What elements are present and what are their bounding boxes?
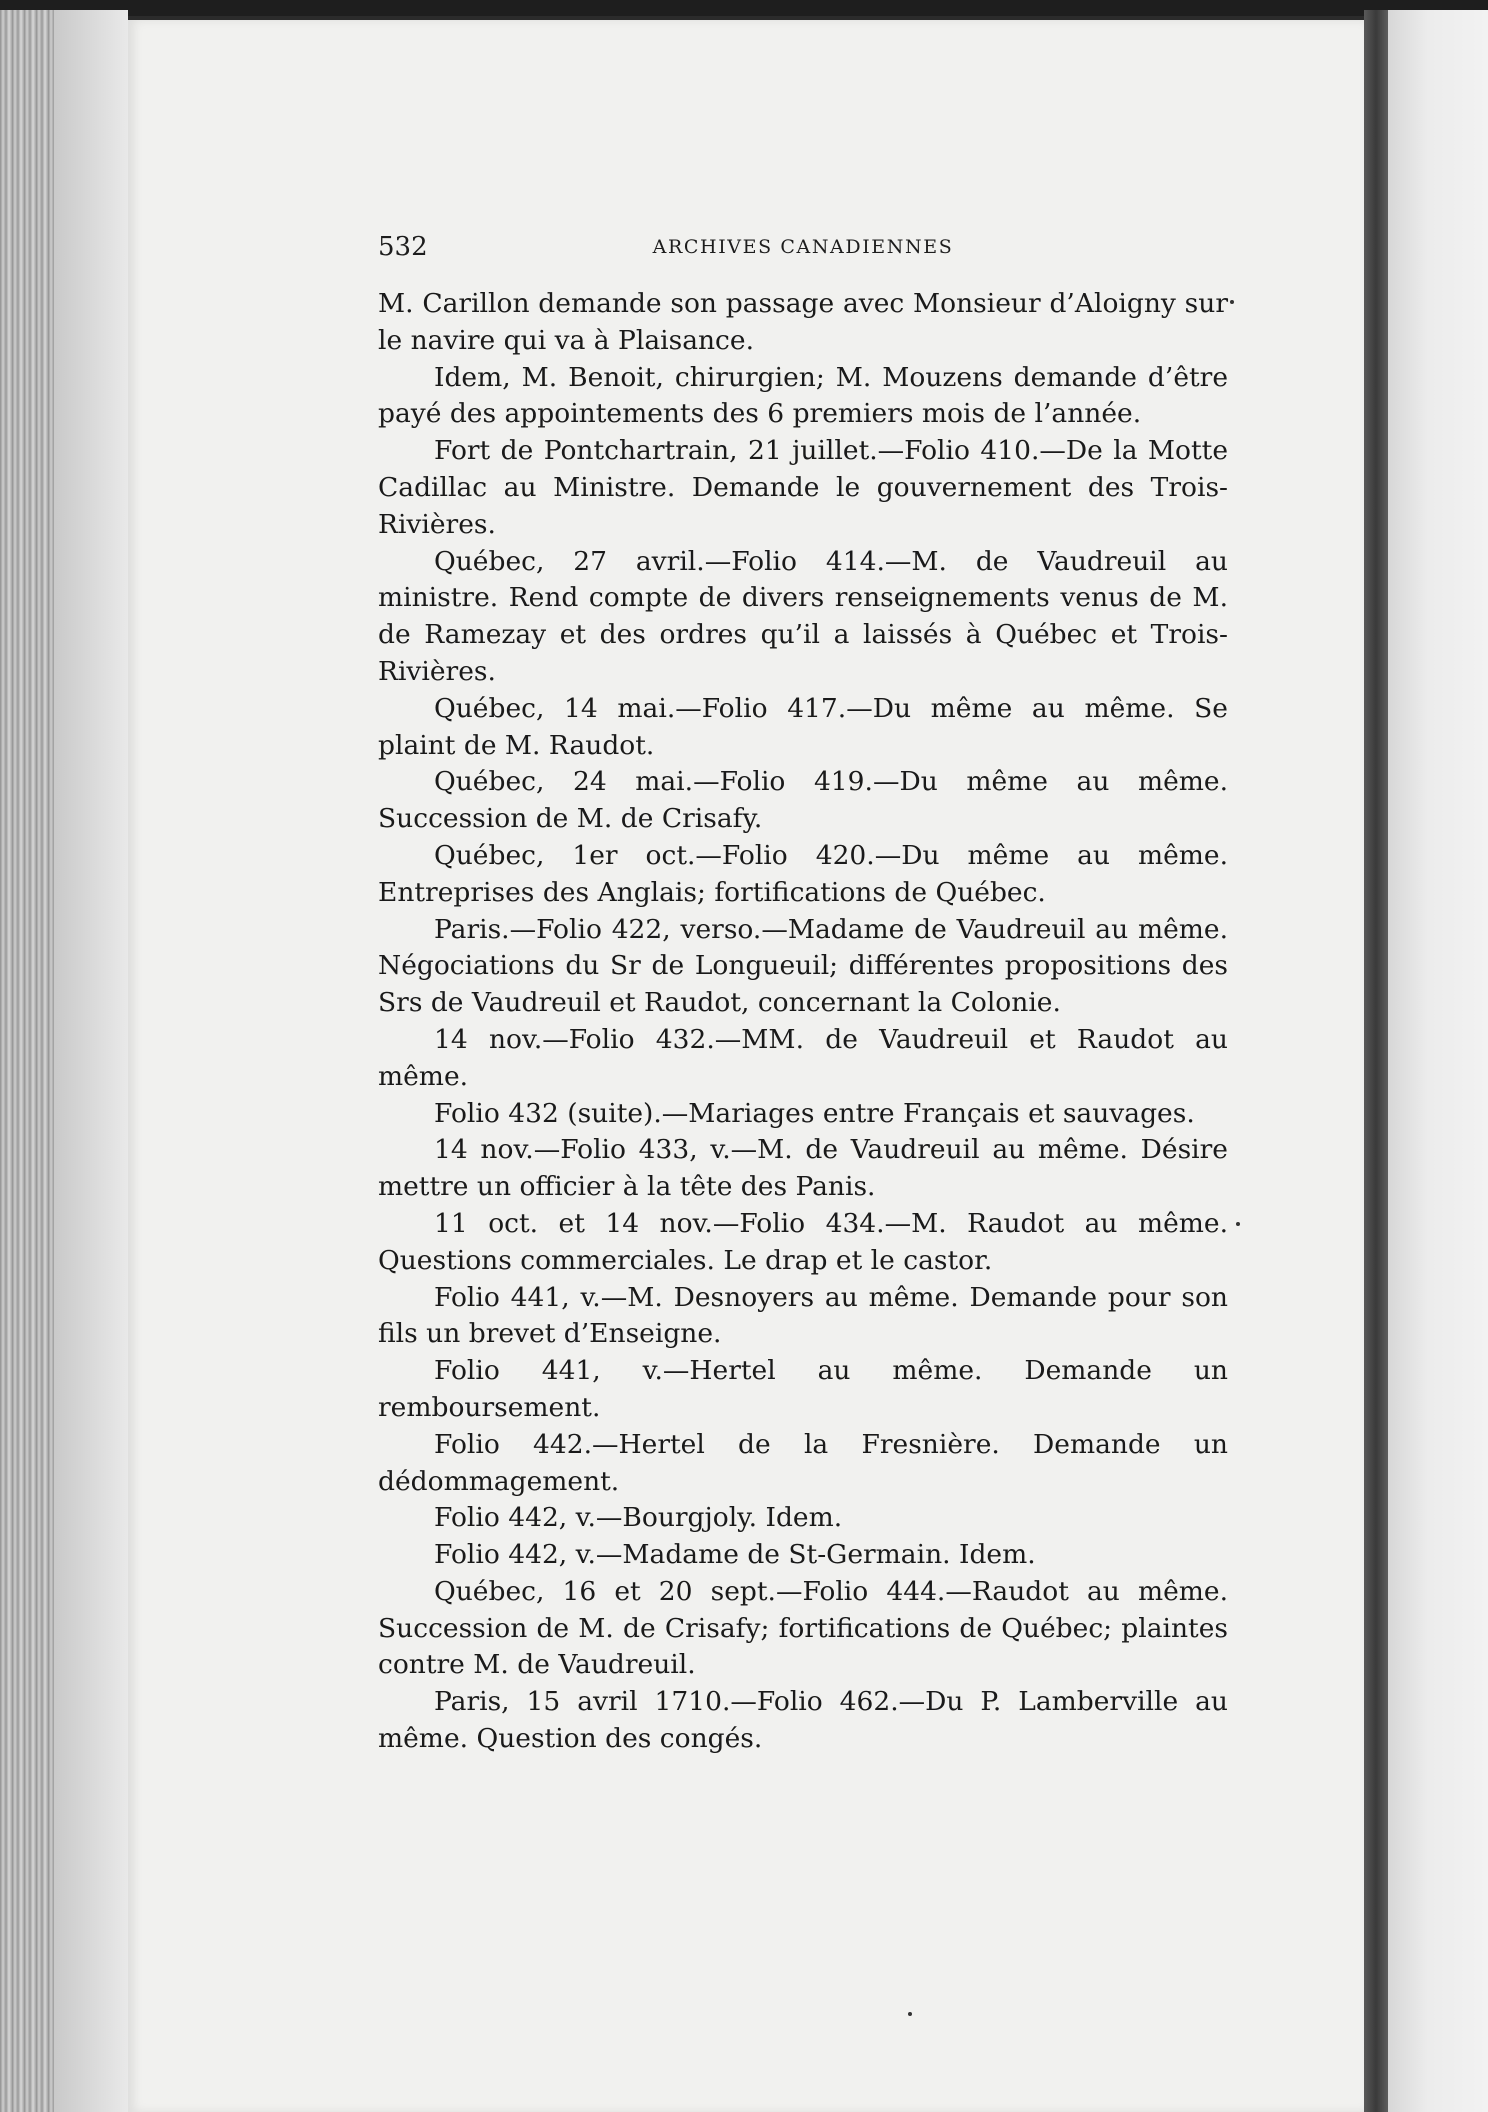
running-head: ARCHIVES CANADIENNES [652,236,954,258]
paragraph: Folio 441, v.—M. Desnoyers au même. Demande pour son fils un brevet d’Enseigne. [378,1281,1228,1350]
paragraph: Québec, 14 mai.—Folio 417.—Du même au même. Se plaint de M. Raudot. [378,692,1228,761]
paragraph: 14 nov.—Folio 432.—MM. de Vaudreuil et Raudot au même. [378,1023,1228,1092]
paragraph: 11 oct. et 14 nov.—Folio 434.—M. Raudot au même. Questions commerciales. Le drap et le castor. [378,1207,1228,1276]
paragraph: Paris.—Folio 422, verso.—Madame de Vaudreuil au même. Négociations du Sr de Longueuil; différentes propositions des Srs de Vaudreuil et Raudot, concernant la Colonie. [378,913,1228,1019]
paragraph: Folio 442, v.—Madame de St-Germain. Idem. [434,1539,1036,1571]
book-gutter [1364,10,1388,2112]
paragraph: Fort de Pontchartrain, 21 juillet.—Folio 410.—De la Motte Cadillac au Ministre. Demande le gouvernement des Trois-Rivières. [378,435,1228,540]
paragraph: Québec, 16 et 20 sept.—Folio 444.—Raudot au même. Succession de M. de Crisafy; fortifications de Québec; plaintes contre M. de Vaudreuil. [378,1575,1228,1681]
paragraph: Idem, M. Benoit, chirurgien; M. Mouzens demande d’être payé des appointements des 6 premiers mois de l’année. [378,361,1228,430]
page-header [378,230,1228,264]
paragraph: Folio 442.—Hertel de la Fresnière. Demande un dédommagement. [378,1428,1228,1497]
paragraph: 14 nov.—Folio 433, v.—M. de Vaudreuil au même. Désire mettre un officier à la tête des Panis. [378,1134,1228,1203]
scan-speck [1230,300,1234,304]
adjacent-page [1388,10,1488,2112]
paragraph: Folio 441, v.—Hertel au même. Demande un remboursement. [378,1355,1228,1423]
scan-speck [1236,1222,1240,1226]
paragraph: Paris, 15 avril 1710.—Folio 462.—Du P. Lamberville au même. Question des congés. [378,1686,1228,1755]
page-body [378,286,1228,1758]
stacked-page-edges [0,10,128,2112]
page-number: 532 [378,232,428,262]
scan-speck [908,2012,912,2016]
paragraph: Folio 432 (suite).—Mariages entre Français et sauvages. [434,1097,1195,1129]
paragraph: M. Carillon demande son passage avec Monsieur d’Aloigny sur le navire qui va à Plaisance. [378,288,1228,356]
paragraph: Québec, 1er oct.—Folio 420.—Du même au même. Entreprises des Anglais; fortifications de Québec. [378,839,1228,908]
paragraph: Québec, 24 mai.—Folio 419.—Du même au même. Succession de M. de Crisafy. [378,766,1228,835]
paragraph: Québec, 27 avril.—Folio 414.—M. de Vaudreuil au ministre. Rend compte de divers renseignements venus de M. de Ramezay et des ordres qu’il a laissés à Québec et Trois-Rivières. [378,545,1228,687]
paragraph: Folio 442, v.—Bourgjoly. Idem. [434,1502,843,1534]
scanner-frame [0,0,1488,16]
